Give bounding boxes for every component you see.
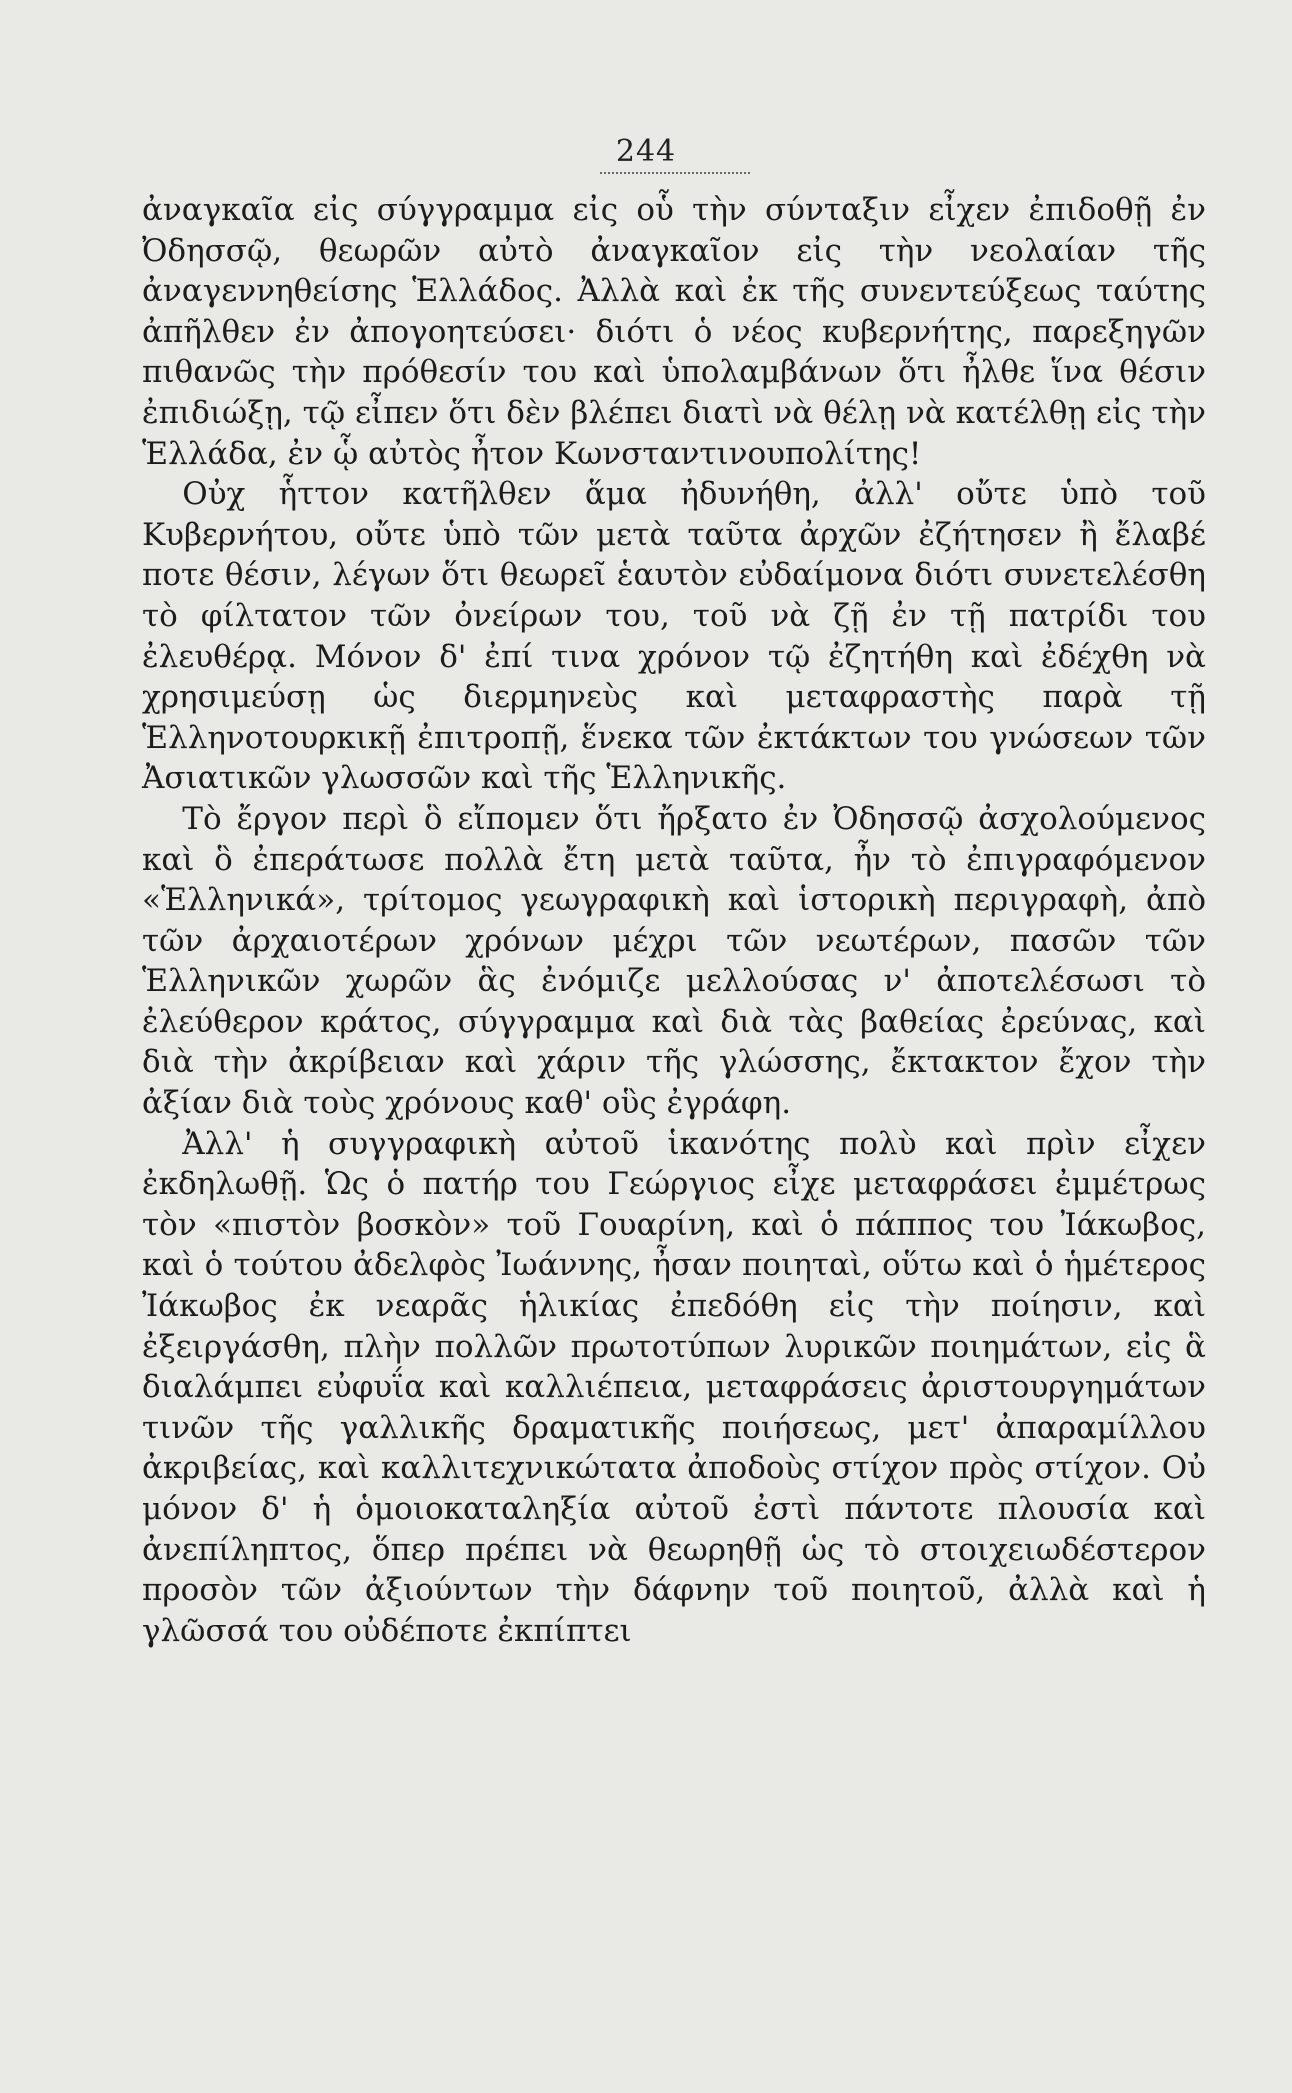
body-text xyxy=(142,190,1206,1651)
page-number: 244 xyxy=(615,134,677,169)
page-number-underline xyxy=(600,172,750,174)
paragraph-1: ἀναγκαῖα εἰς σύγγραμμα εἰς οὗ τὴν σύνταξιν εἶχεν ἐπιδοθῇ ἐν Ὀδησσῷ, θεωρῶν αὐτὸ ἀναγκαῖον εἰς τὴν νεολαίαν τῆς ἀναγεννηθείσης Ἑλλάδος. Ἀλλὰ καὶ ἐκ τῆς συνεντεύξεως ταύτης ἀπῆλθεν ἐν ἀπογοητεύσει· διότι ὁ νέος κυβερνήτης, παρεξηγῶν πιθανῶς τὴν πρόθεσίν του καὶ ὑπολαμβάνων ὅτι ἦλθε ἵνα θέσιν ἐπιδιώξῃ, τῷ εἶπεν ὅτι δὲν βλέπει διατὶ νὰ θέλῃ νὰ κατέλθῃ εἰς τὴν Ἑλλάδα, ἐν ᾧ αὐτὸς ἦτον Κωνσταντινουπολίτης! xyxy=(142,192,1206,472)
paragraph-4: Ἀλλ' ἡ συγγραφικὴ αὐτοῦ ἱκανότης πολὺ καὶ πρὶν εἶχεν ἐκδηλωθῇ. Ὡς ὁ πατήρ του Γεώργιος εἶχε μεταφράσει ἐμμέτρως τὸν «πιστὸν βοσκὸν» τοῦ Γουαρίνη, καὶ ὁ πάππος του Ἰάκωβος, καὶ ὁ τούτου ἀδελφὸς Ἰωάννης, ἦσαν ποιηταὶ, οὕτω καὶ ὁ ἡμέτερος Ἰάκωβος ἐκ νεαρᾶς ἡλικίας ἐπεδόθη εἰς τὴν ποίησιν, καὶ ἐξειργάσθη, πλὴν πολλῶν πρωτοτύπων λυρικῶν ποιημάτων, εἰς ἃ διαλάμπει εὐφυΐα καὶ καλλιέπεια, μεταφράσεις ἀριστουργημάτων τινῶν τῆς γαλλικῆς δραματικῆς ποιήσεως, μετ' ἀπαραμίλλου ἀκριβείας, καὶ καλλιτεχνικώτατα ἀποδοὺς στίχον πρὸς στίχον. Οὐ μόνον δ' ἡ ὁμοιοκαταληξία αὐτοῦ ἐστὶ πάντοτε πλουσία καὶ ἀνεπίληπτος, ὅπερ πρέπει νὰ θεωρηθῇ ὡς τὸ στοιχειωδέστερον προσὸν τῶν ἀξιούντων τὴν δάφνην τοῦ ποιητοῦ, ἀλλὰ καὶ ἡ γλῶσσά του οὐδέποτε ἐκπίπτει xyxy=(142,1125,1206,1649)
paragraph-3: Τὸ ἔργον περὶ ὃ εἴπομεν ὅτι ἤρξατο ἐν Ὀδησσῷ ἀσχολούμενος καὶ ὃ ἐπεράτωσε πολλὰ ἔτη μετὰ ταῦτα, ἦν τὸ ἐπιγραφόμενον «Ἑλληνικά», τρίτομος γεωγραφικὴ καὶ ἱστορικὴ περιγραφὴ, ἀπὸ τῶν ἀρχαιοτέρων χρόνων μέχρι τῶν νεωτέρων, πασῶν τῶν Ἑλληνικῶν χωρῶν ἃς ἐνόμιζε μελλούσας ν' ἀποτελέσωσι τὸ ἐλεύθερον κράτος, σύγγραμμα καὶ διὰ τὰς βαθείας ἐρεύνας, καὶ διὰ τὴν ἀκρίβειαν καὶ χάριν τῆς γλώσσης, ἔκτακτον ἔχον τὴν ἀξίαν διὰ τοὺς χρόνους καθ' οὓς ἐγράφη. xyxy=(142,800,1206,1122)
paragraph-2: Οὐχ ἧττον κατῆλθεν ἅμα ἠδυνήθη, ἀλλ' οὔτε ὑπὸ τοῦ Κυβερνήτου, οὔτε ὑπὸ τῶν μετὰ ταῦτα ἀρχῶν ἐζήτησεν ἢ ἔλαβέ ποτε θέσιν, λέγων ὅτι θεωρεῖ ἑαυτὸν εὐδαίμονα διότι συνετελέσθη τὸ φίλτατον τῶν ὀνείρων του, τοῦ νὰ ζῇ ἐν τῇ πατρίδι του ἐλευθέρᾳ. Μόνον δ' ἐπί τινα χρόνον τῷ ἐζητήθη καὶ ἐδέχθη νὰ χρησιμεύσῃ ὡς διερμηνεὺς καὶ μεταφραστὴς παρὰ τῇ Ἑλληνοτουρκικῇ ἐπιτροπῇ, ἕνεκα τῶν ἐκτάκτων του γνώσεων τῶν Ἀσιατικῶν γλωσσῶν καὶ τῆς Ἑλληνικῆς. xyxy=(142,476,1206,797)
